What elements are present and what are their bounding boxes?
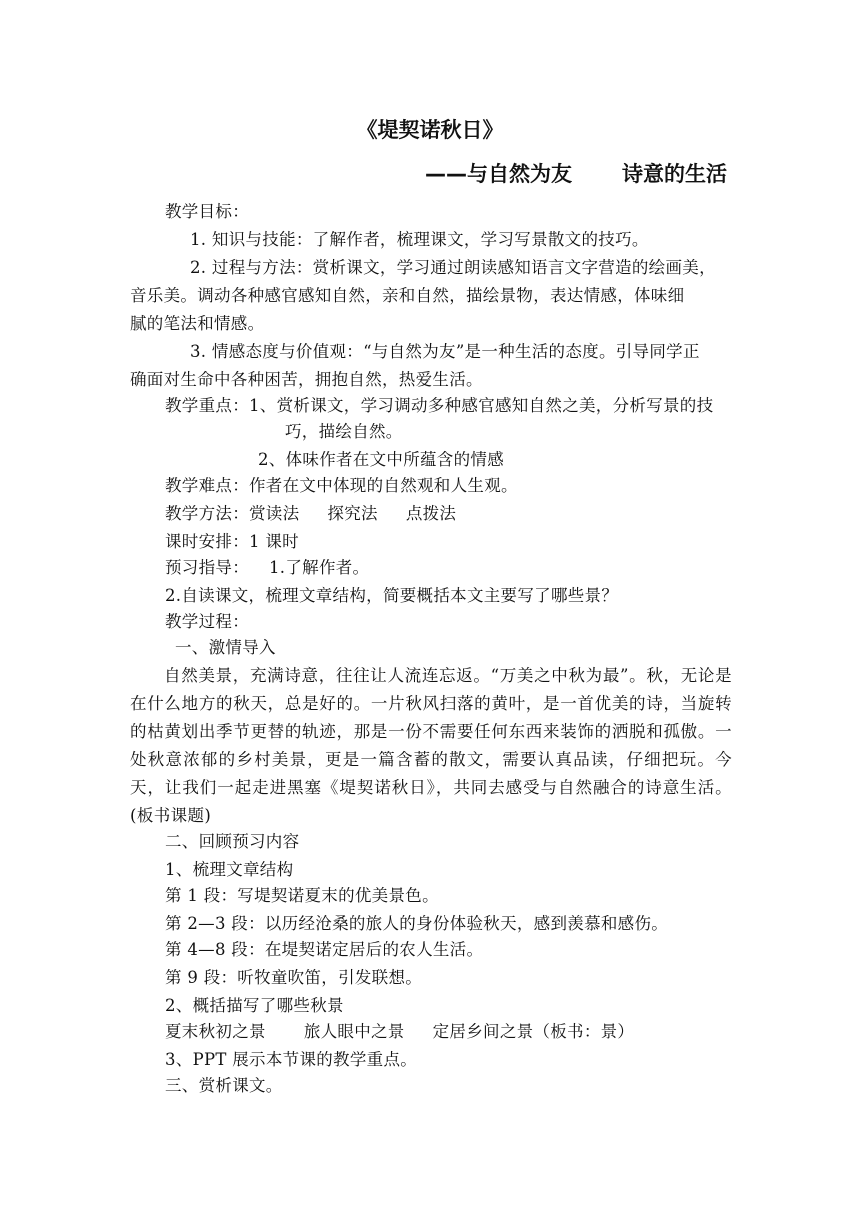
schedule-line: 课时安排：1 课时 [165, 532, 299, 551]
structure-heading: 1、梳理文章结构 [165, 860, 294, 879]
scene-1: 夏末秋初之景 [165, 1022, 266, 1041]
key-points-line-1: 教学重点：1、赏析课文，学习调动多种感官感知自然之美，分析写景的技 [165, 396, 714, 415]
section-1-heading: 一、激情导入 [175, 638, 276, 657]
structure-para-1: 第 1 段：写堤契诺夏末的优美景色。 [165, 886, 439, 905]
structure-para-2: 第 2—3 段：以历经沧桑的旅人的身份体验秋天，感到羡慕和感伤。 [165, 914, 669, 933]
goal-1: 1. 知识与技能：了解作者，梳理课文，学习写景散文的技巧。 [190, 230, 649, 249]
document-subtitle [425, 158, 727, 188]
goal-2-line-1: 2. 过程与方法：赏析课文，学习通过朗读感知语言文字营造的绘画美， [190, 258, 716, 277]
ppt-line: 3、PPT 展示本节课的教学重点。 [165, 1050, 418, 1069]
preview-line [165, 556, 369, 580]
section-3-heading: 三、赏析课文。 [165, 1076, 283, 1095]
goal-2-line-3: 腻的笔法和情感。 [130, 314, 265, 333]
difficulty-line: 教学难点：作者在文中体现的自然观和人生观。 [165, 476, 518, 495]
scene-2: 旅人眼中之景 [303, 1022, 405, 1041]
scenes-heading: 2、概括描写了哪些秋景 [165, 996, 344, 1015]
method-3: 点拨法 [405, 504, 457, 523]
subtitle-right: 诗意的生活 [622, 162, 727, 186]
method-2: 探究法 [327, 504, 378, 523]
key-points-line-3: 2、体味作者在文中所蕴含的情感 [258, 450, 504, 469]
scene-3: 定居乡间之景（板书：景） [432, 1022, 635, 1041]
preview-item-1: 1.了解作者。 [269, 558, 370, 577]
methods-line [165, 502, 456, 526]
preview-item-2: 2.自读课文，梳理文章结构，简要概括本文主要写了哪些景？ [165, 586, 619, 605]
scenes-line [165, 1020, 634, 1044]
goal-2-line-2: 音乐美。调动各种感官感知自然，亲和自然，描绘景物，表达情感，体味细 [130, 286, 685, 305]
goal-3-line-2: 确面对生命中各种困苦，拥抱自然，热爱生活。 [130, 370, 483, 389]
structure-para-4: 第 9 段：听牧童吹笛，引发联想。 [165, 968, 423, 987]
document-title: 《堤契诺秋日》 [356, 118, 504, 142]
goals-heading: 教学目标： [165, 202, 249, 221]
subtitle-left: ——与自然为友 [425, 162, 572, 186]
process-heading: 教学过程： [165, 612, 249, 631]
methods-label: 教学方法：赏读法 [165, 504, 300, 523]
intro-paragraph: 自然美景，充满诗意，往往让人流连忘返。“万美之中秋为最”。秋，无论是在什么地方的秋天，总是好的。一片秋风扫落的黄叶，是一首优美的诗，当旋转的枯黄划出季节更替的轨迹，那是一份不需要任何东西来装饰的洒脱和孤傲。一处秋意浓郁的乡村美景，更是一篇含蓄的散文，需要认真品读，仔细把玩。今天，让我们一起走进黑塞《堤契诺秋日》，共同去感受与自然融合的诗意生活。(板书课题) [130, 666, 732, 825]
preview-label: 预习指导： [165, 558, 249, 577]
goal-3-line-1: 3. 情感态度与价值观：“与自然为友”是一种生活的态度。引导同学正 [190, 342, 700, 361]
section-2-heading: 二、回顾预习内容 [165, 832, 300, 851]
structure-para-3: 第 4—8 段：在堤契诺定居后的农人生活。 [165, 940, 484, 959]
key-points-line-2: 巧，描绘自然。 [285, 422, 403, 441]
